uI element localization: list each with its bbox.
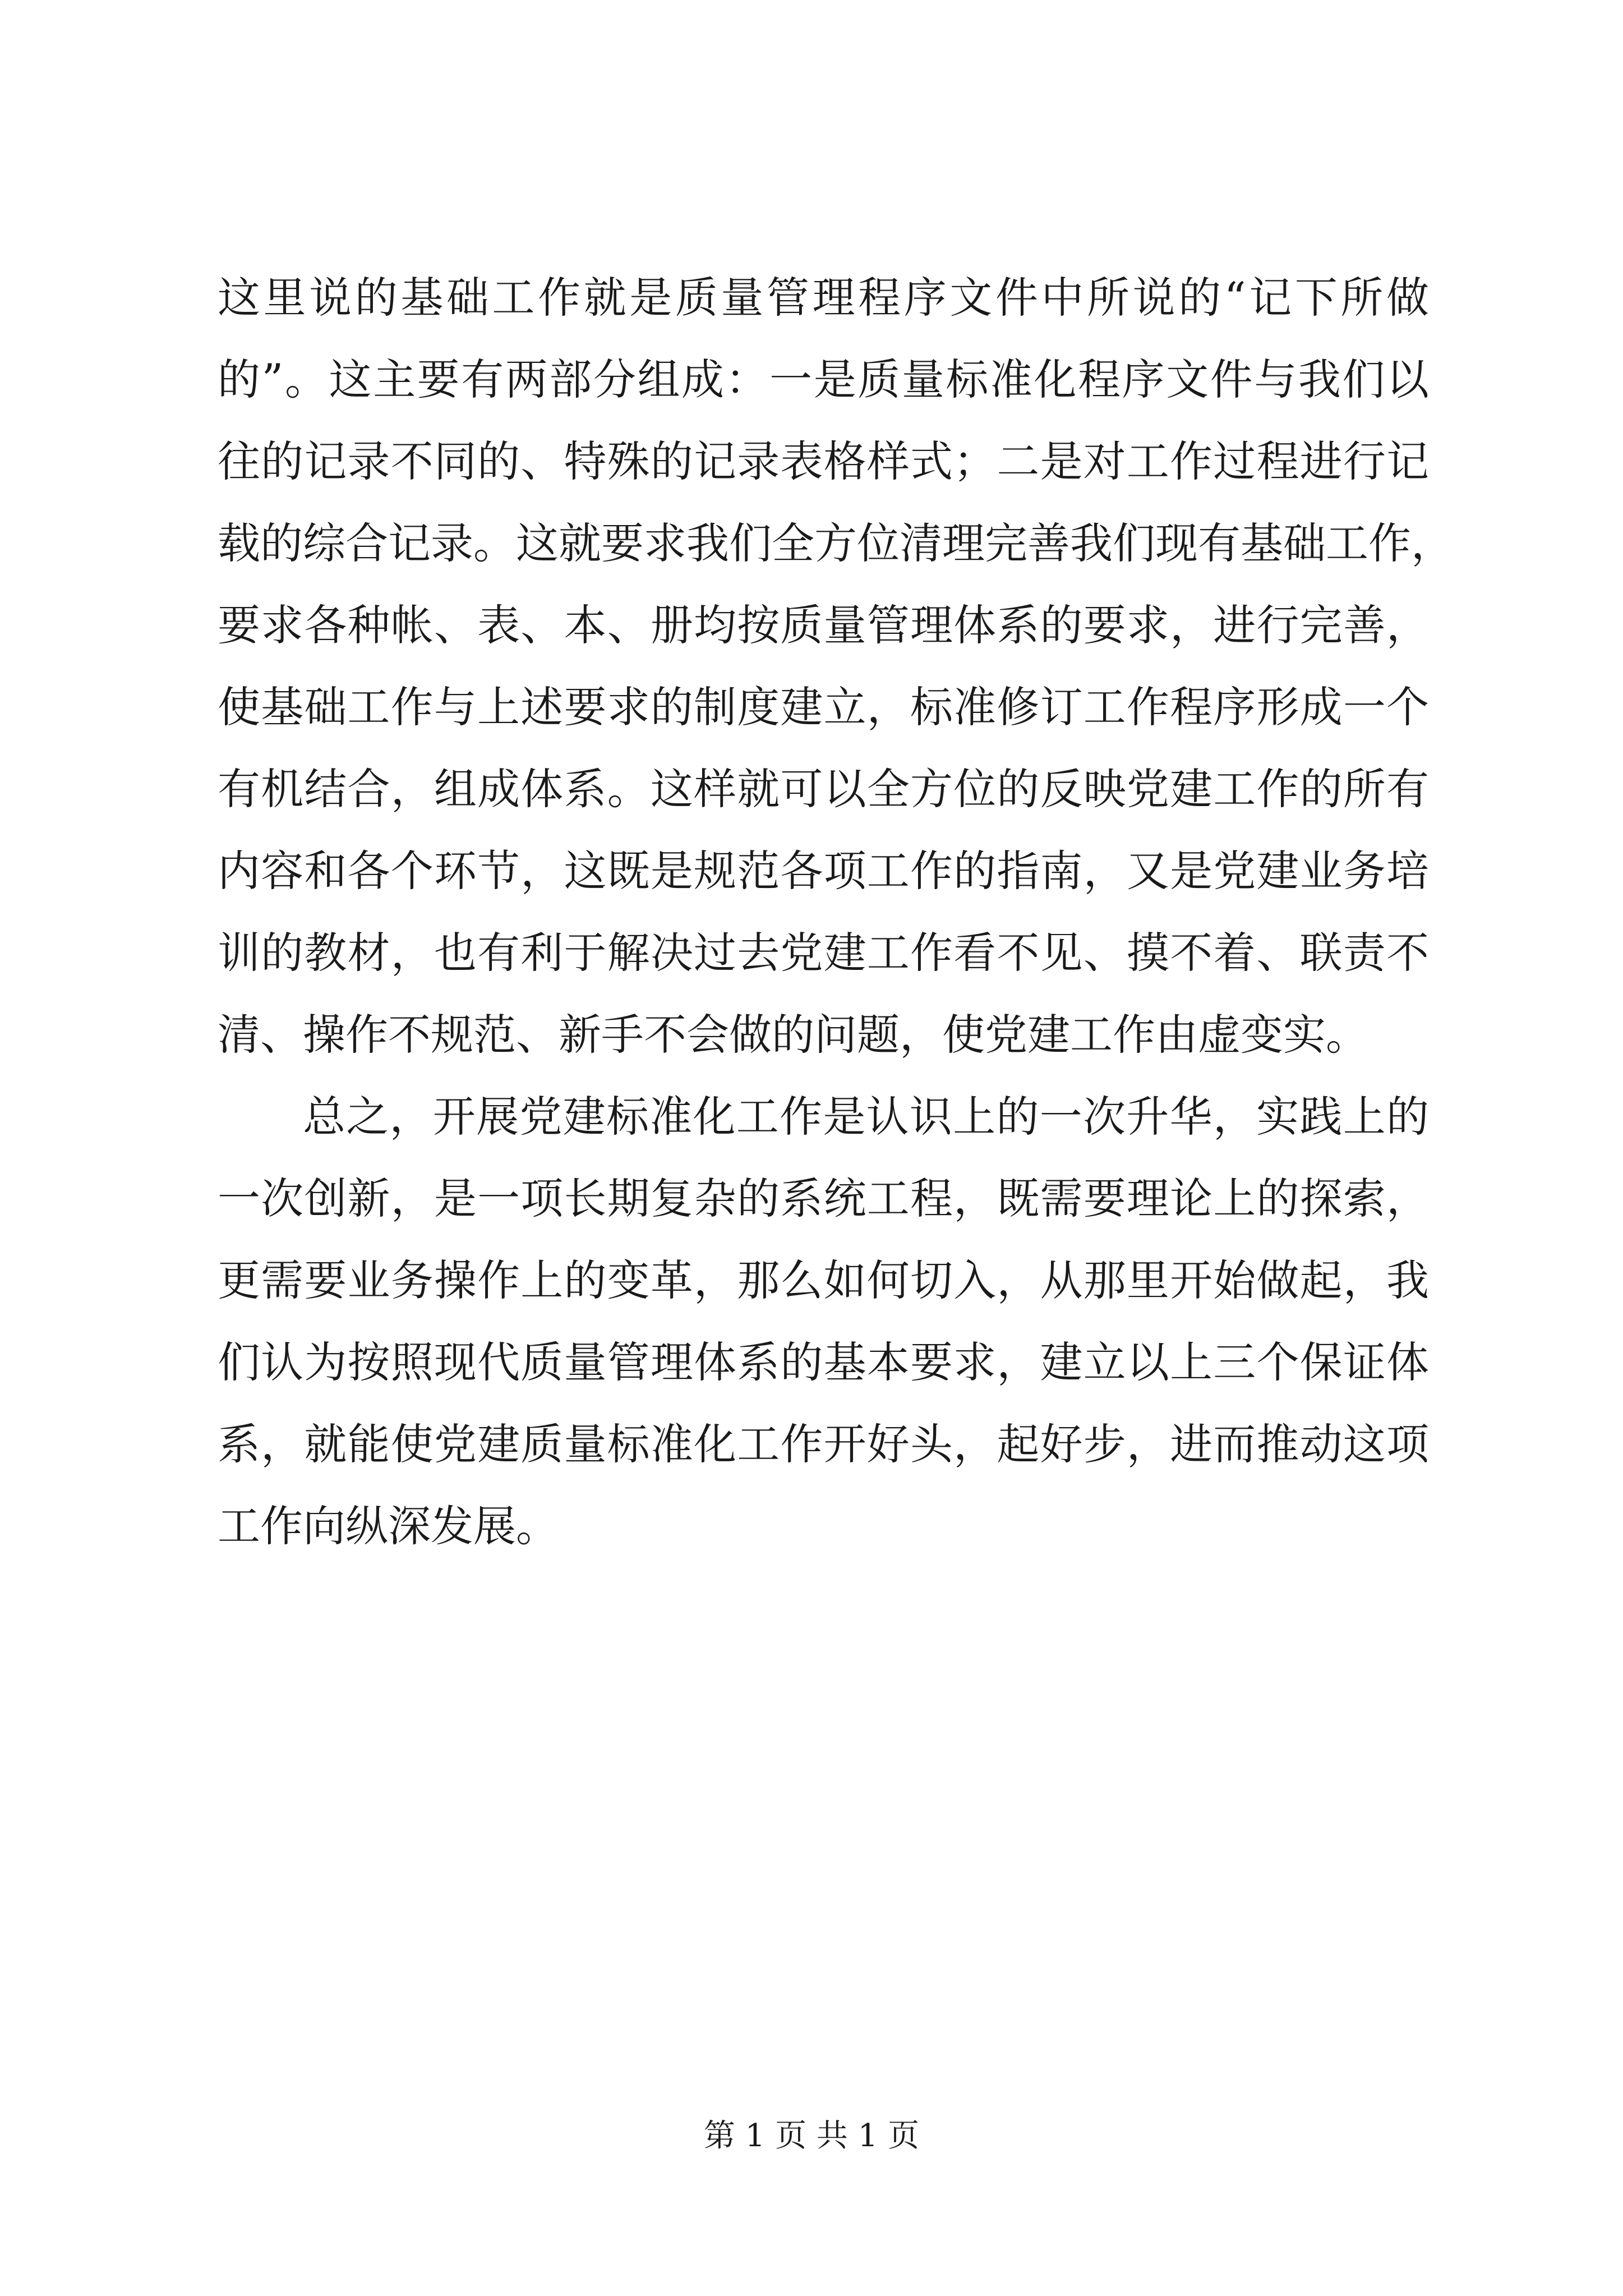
paragraph-1-line-2: 的”。这主要有两部分组成：一是质量标准化程序文件与我们以 <box>218 355 1429 404</box>
paragraph-1-line-5: 要求各种帐、表、本、册均按质量管理体系的要求，进行完善， <box>218 600 1429 650</box>
paragraph-1-line-6: 使基础工作与上述要求的制度建立，标准修订工作程序形成一个 <box>218 682 1429 732</box>
paragraph-1-line-4: 载的综合记录。这就要求我们全方位清理完善我们现有基础工作， <box>218 518 1454 568</box>
paragraph-2-line-5: 系，就能使党建质量标准化工作开好头，起好步，进而推动这项 <box>218 1419 1429 1469</box>
paragraph-1-line-1: 这里说的基础工作就是质量管理程序文件中所说的“记下所做 <box>218 273 1429 323</box>
paragraph-2-line-1: 总之，开展党建标准化工作是认识上的一次升华，实践上的 <box>303 1092 1429 1142</box>
paragraph-2-line-6: 工作向纵深发展。 <box>218 1501 559 1551</box>
document-body <box>218 257 1454 1567</box>
paragraph-2-line-3: 更需要业务操作上的变革，那么如何切入，从那里开始做起，我 <box>218 1255 1429 1305</box>
page-footer <box>0 2114 1623 2159</box>
page-number-label: 第 1 页 共 1 页 <box>703 2118 920 2154</box>
paragraph-1-line-7: 有机结合，组成体系。这样就可以全方位的反映党建工作的所有 <box>218 764 1429 814</box>
paragraph-1-line-8: 内容和各个环节，这既是规范各项工作的指南，又是党建业务培 <box>218 846 1429 896</box>
paragraph-1-line-9: 训的教材，也有利于解决过去党建工作看不见、摸不着、联责不 <box>218 928 1429 978</box>
paragraph-2-line-4: 们认为按照现代质量管理体系的基本要求，建立以上三个保证体 <box>218 1337 1429 1387</box>
paragraph-2-line-2: 一次创新，是一项长期复杂的系统工程，既需要理论上的探索， <box>218 1174 1429 1223</box>
paragraph-1-line-10: 清、操作不规范、新手不会做的问题，使党建工作由虚变实。 <box>218 1010 1368 1060</box>
paragraph-1-line-3: 往的记录不同的、特殊的记录表格样式；二是对工作过程进行记 <box>218 436 1429 486</box>
